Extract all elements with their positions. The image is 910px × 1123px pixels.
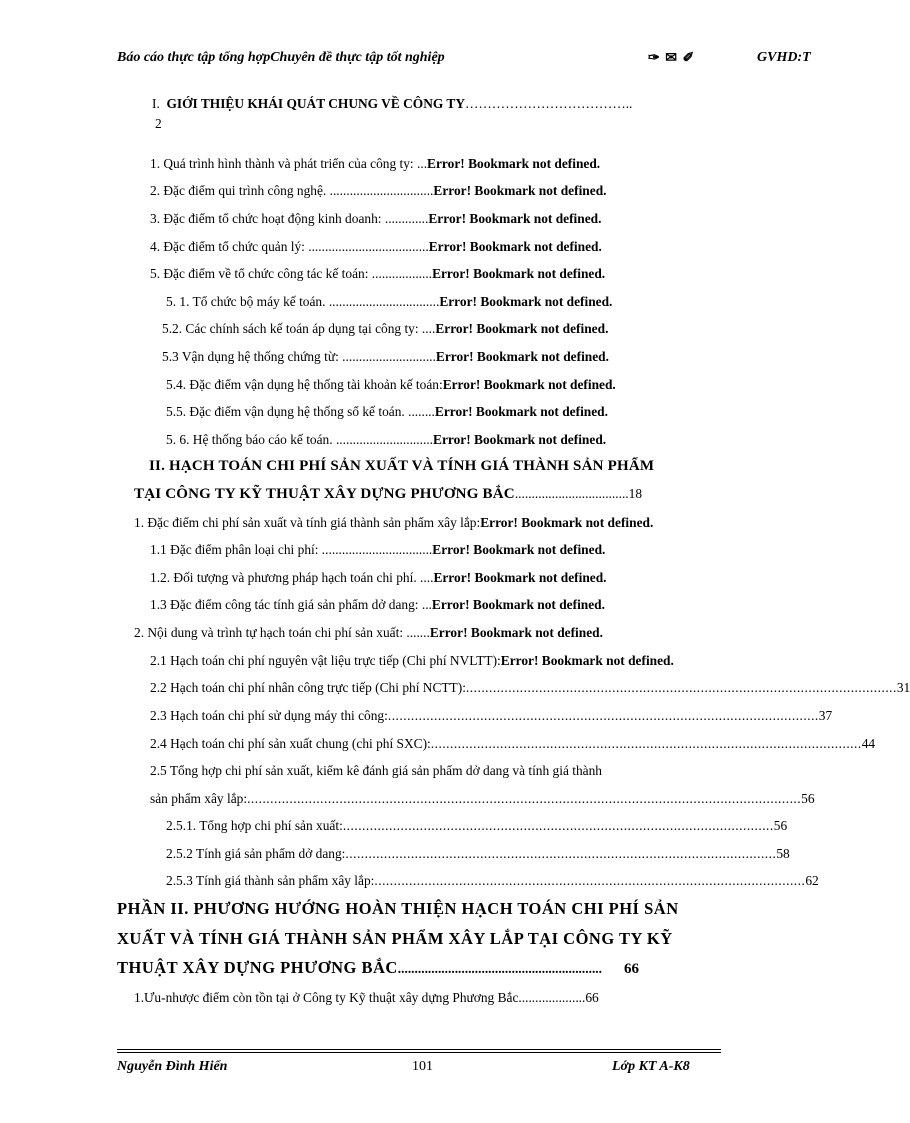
footer-class: Lớp KT A-K8 <box>612 1059 690 1074</box>
toc-entry-error: Error! Bookmark not defined. <box>432 266 606 281</box>
toc-part3-title: THUẬT XÂY DỰNG PHƯƠNG BẮC <box>117 958 398 977</box>
toc-entry-error: Error! Bookmark not defined. <box>429 625 603 640</box>
toc-part3-page: 66 <box>624 961 639 977</box>
toc-entry-label: 1. Đặc điểm chi phí sản xuất và tính giá thành sản phẩm xây lắp: <box>134 515 481 530</box>
toc-chapter-2-5-line2[interactable] <box>150 791 815 807</box>
toc-entry-error: Error! Bookmark not defined. <box>432 542 606 557</box>
toc-part1-label: I. <box>152 96 160 111</box>
toc-entry-page: 58 <box>776 846 790 861</box>
toc-entry-3[interactable] <box>150 211 601 227</box>
toc-part1-title: GIỚI THIỆU KHÁI QUÁT CHUNG VỀ CÔNG TY <box>166 96 466 111</box>
toc-part1-page: 2 <box>155 116 162 131</box>
footer-author: Nguyễn Đình Hiển <box>117 1059 228 1074</box>
footer-divider <box>117 1052 721 1053</box>
toc-entry-label: 2.5.2 Tính giá sản phẩm dở dang: <box>166 846 346 861</box>
toc-entry-5-3[interactable] <box>162 349 609 365</box>
toc-chapter-2-5-line1[interactable]: 2.5 Tổng hợp chi phí sản xuất, kiểm kê đánh giá sản phẩm dở dang và tính giá thành <box>150 763 602 778</box>
toc-entry-label: 5. Đặc điểm về tổ chức công tác kế toán: .................. <box>150 266 433 281</box>
toc-part3-item-1[interactable] <box>134 990 599 1006</box>
toc-entry-label: 5. 1. Tổ chức bộ máy kế toán. ................................. <box>166 294 440 309</box>
toc-entry-5-5[interactable] <box>166 404 608 420</box>
toc-entry-error: Error! Bookmark not defined. <box>428 239 602 254</box>
toc-part3-dots: ............................................................. <box>397 961 602 976</box>
toc-chapter-2-3[interactable] <box>150 708 833 724</box>
toc-part2-page: 18 <box>628 486 643 501</box>
footer-page-number: 101 <box>412 1059 433 1074</box>
toc-part3-line2[interactable]: XUẤT VÀ TÍNH GIÁ THÀNH SẢN PHẨM XÂY LẮP TẠI CÔNG TY KỸ <box>117 929 673 948</box>
toc-entry-error: Error! Bookmark not defined. <box>480 515 654 530</box>
toc-entry-page: 44 <box>861 736 876 751</box>
toc-entry-page: 31 <box>896 680 910 695</box>
toc-entry-label: 2.5.1. Tổng hợp chi phí sản xuất: <box>166 818 343 833</box>
toc-entry-label: 2.2 Hạch toán chi phí nhân công trực tiếp (Chi phí NCTT): <box>150 680 466 695</box>
toc-entry-error: Error! Bookmark not defined. <box>442 377 616 392</box>
toc-entry-error: Error! Bookmark not defined. <box>427 156 601 171</box>
toc-leader-dots: ................................................................................................................ <box>465 680 897 695</box>
toc-leader-dots: ................................................................................................................ <box>342 818 774 833</box>
toc-entry-label: 5. 6. Hệ thống báo cáo kế toán. ............................. <box>166 432 434 447</box>
toc-entry-label: 4. Đặc điểm tổ chức quản lý: .................................... <box>150 239 429 254</box>
toc-entry-page: 66 <box>585 990 599 1005</box>
toc-entry-label: 5.3 Vận dụng hệ thống chứng từ: ............................ <box>162 349 436 364</box>
toc-entry-page: 37 <box>818 708 833 723</box>
toc-entry-label: 2.3 Hạch toán chi phí sử dụng máy thi công: <box>150 708 388 723</box>
footer-divider <box>117 1049 721 1050</box>
toc-chapter-2-4[interactable] <box>150 736 876 752</box>
toc-entry-label: 1.1 Đặc điểm phân loại chi phí: ................................. <box>150 542 433 557</box>
toc-part3-line1[interactable]: PHẦN II. PHƯƠNG HƯỚNG HOÀN THIỆN HẠCH TOÁN CHI PHÍ SẢN <box>117 899 679 918</box>
toc-part1-dots: ……………………………….. <box>465 96 633 111</box>
header-title: Báo cáo thực tập tổng hợpChuyên đề thực tập tốt nghiệp <box>117 50 445 65</box>
toc-chapter-2-1[interactable] <box>150 653 674 669</box>
toc-chapter-2-5-3[interactable] <box>166 873 819 889</box>
toc-entry-label: 5.2. Các chính sách kế toán áp dụng tại công ty: .... <box>162 321 436 336</box>
toc-entry-label: 2.5.3 Tính giá thành sản phẩm xây lắp: <box>166 873 375 888</box>
toc-chapter-1-2[interactable] <box>150 570 607 586</box>
toc-entry-page: 56 <box>801 791 815 806</box>
toc-leader-dots: ................................................................................................................ <box>387 708 819 723</box>
toc-entry-error: Error! Bookmark not defined. <box>433 432 607 447</box>
toc-entry-page: 56 <box>773 818 788 833</box>
toc-entry-label: 1. Quá trình hình thành và phát triển của công ty: ... <box>150 156 428 171</box>
toc-part2-line2[interactable] <box>134 486 642 503</box>
toc-entry-error: Error! Bookmark not defined. <box>434 404 608 419</box>
toc-entry-error: Error! Bookmark not defined. <box>431 597 605 612</box>
toc-chapter-1-1[interactable] <box>150 542 605 558</box>
toc-entry-label: 3. Đặc điểm tổ chức hoạt động kinh doanh: ............. <box>150 211 429 226</box>
toc-entry-label: 2.4 Hạch toán chi phí sản xuất chung (chi phí SXC): <box>150 736 431 751</box>
toc-entry-error: Error! Bookmark not defined. <box>433 183 607 198</box>
toc-entry-label: 1.2. Đối tượng và phương pháp hạch toán chi phí. .... <box>150 570 434 585</box>
toc-entry-error: Error! Bookmark not defined. <box>435 321 609 336</box>
toc-entry-error: Error! Bookmark not defined. <box>433 570 607 585</box>
toc-leader-dots: ................................................................................................................ <box>345 846 777 861</box>
toc-entry-label: 2. Nội dung và trình tự hạch toán chi phí sản xuất: ....... <box>134 625 430 640</box>
toc-entry-label: 5.4. Đặc điểm vận dụng hệ thống tài khoản kế toán: <box>166 377 443 392</box>
toc-entry-5-1[interactable] <box>166 294 612 310</box>
header-advisor: GVHD:T <box>757 50 811 65</box>
toc-entry-5-2[interactable] <box>162 321 608 337</box>
toc-leader-dots: ................................................................................................................ <box>374 873 806 888</box>
toc-part2-line1[interactable]: II. HẠCH TOÁN CHI PHÍ SẢN XUẤT VÀ TÍNH GIÁ THÀNH SẢN PHẨM <box>149 458 655 474</box>
header-ornament-icon: ✑ ✉ ✐ <box>648 51 696 66</box>
toc-chapter-1[interactable] <box>134 515 653 531</box>
toc-entry-2[interactable] <box>150 183 607 199</box>
toc-chapter-2[interactable] <box>134 625 603 641</box>
toc-chapter-2-5-2[interactable] <box>166 846 790 862</box>
toc-entry-5[interactable] <box>150 266 605 282</box>
toc-entry-label: 2.1 Hạch toán chi phí nguyên vật liệu trực tiếp (Chi phí NVLTT): <box>150 653 501 668</box>
toc-entry-4[interactable] <box>150 239 602 255</box>
toc-chapter-1-3[interactable] <box>150 597 605 613</box>
toc-chapter-2-2[interactable] <box>150 680 910 696</box>
toc-chapter-2-5-1[interactable] <box>166 818 788 834</box>
toc-part2-title: TẠI CÔNG TY KỸ THUẬT XÂY DỰNG PHƯƠNG BẮC <box>134 486 515 502</box>
toc-part3-line3[interactable] <box>117 958 639 978</box>
toc-entry-label: 1.Ưu-nhược điểm còn tồn tại ở Công ty Kỹ thuật xây dựng Phương Bắc <box>134 990 519 1005</box>
toc-entry-label: sản phẩm xây lắp: <box>150 791 248 806</box>
toc-part1[interactable] <box>152 96 632 112</box>
toc-leader-dots: ................................................................................................................ <box>430 736 862 751</box>
toc-entry-error: Error! Bookmark not defined. <box>500 653 674 668</box>
toc-part2-dots: .................................. <box>514 486 629 501</box>
toc-entry-label: 1.3 Đặc điểm công tác tính giá sản phẩm dở dang: ... <box>150 597 432 612</box>
toc-entry-error: Error! Bookmark not defined. <box>439 294 613 309</box>
toc-entry-label: 2. Đặc điểm qui trình công nghệ. ............................... <box>150 183 434 198</box>
toc-entry-error: Error! Bookmark not defined. <box>428 211 602 226</box>
toc-entry-5-4[interactable] <box>166 377 616 393</box>
toc-entry-error: Error! Bookmark not defined. <box>435 349 609 364</box>
toc-entry-1[interactable] <box>150 156 600 172</box>
toc-entry-label: 5.5. Đặc điểm vận dụng hệ thống sổ kế toán. ........ <box>166 404 435 419</box>
toc-leader-dots: ................................................................................................................................................ <box>247 791 802 806</box>
toc-entry-5-6[interactable] <box>166 432 606 448</box>
toc-leader-dots: .................... <box>518 990 586 1005</box>
toc-entry-page: 62 <box>805 873 819 888</box>
